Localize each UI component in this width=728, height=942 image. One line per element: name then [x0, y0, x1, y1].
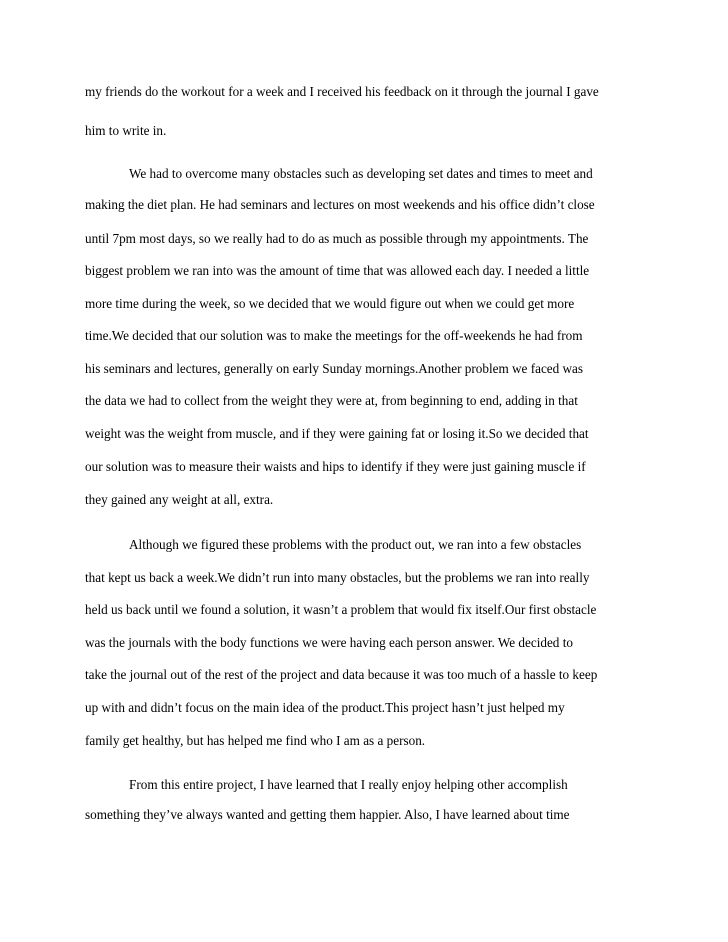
- text-line: held us back until we found a solution, it wasn’t a problem that would fix itself.Our first obstacle: [85, 602, 597, 617]
- text-line: that kept us back a week.We didn’t run into many obstacles, but the problems we ran into really: [85, 570, 590, 585]
- text-line: they gained any weight at all, extra.: [85, 492, 274, 507]
- text-line: until 7pm most days, so we really had to do as much as possible through my appointments. The: [85, 231, 589, 246]
- text-line: more time during the week, so we decided that we would figure out when we could get more: [85, 296, 575, 311]
- paragraph-first-line: From this entire project, I have learned that I really enjoy helping other accomplish: [129, 777, 568, 792]
- text-line: making the diet plan. He had seminars and lectures on most weekends and his office didn’t close: [85, 197, 595, 212]
- text-line: family get healthy, but has helped me find who I am as a person.: [85, 733, 426, 748]
- text-line: take the journal out of the rest of the project and data because it was too much of a hassle to keep: [85, 667, 598, 682]
- paragraph-first-line: Although we figured these problems with the product out, we ran into a few obstacles: [129, 537, 582, 552]
- text-line: him to write in.: [85, 123, 167, 138]
- text-line: his seminars and lectures, generally on early Sunday mornings.Another problem we faced was: [85, 361, 584, 376]
- text-line: up with and didn’t focus on the main idea of the product.This project hasn’t just helped my: [85, 700, 565, 715]
- text-line: was the journals with the body functions we were having each person answer. We decided to: [85, 635, 573, 650]
- text-line: biggest problem we ran into was the amount of time that was allowed each day. I needed a little: [85, 263, 590, 278]
- text-line: our solution was to measure their waists and hips to identify if they were just gaining muscle if: [85, 459, 586, 474]
- text-line: weight was the weight from muscle, and if they were gaining fat or losing it.So we decided that: [85, 426, 589, 441]
- text-line: something they’ve always wanted and getting them happier. Also, I have learned about time: [85, 807, 570, 822]
- paragraph-first-line: We had to overcome many obstacles such as developing set dates and times to meet and: [129, 166, 593, 181]
- text-line: time.We decided that our solution was to make the meetings for the off-weekends he had from: [85, 328, 583, 343]
- text-line: my friends do the workout for a week and I received his feedback on it through the journal I gave: [85, 84, 599, 99]
- text-line: the data we had to collect from the weight they were at, from beginning to end, adding in that: [85, 393, 578, 408]
